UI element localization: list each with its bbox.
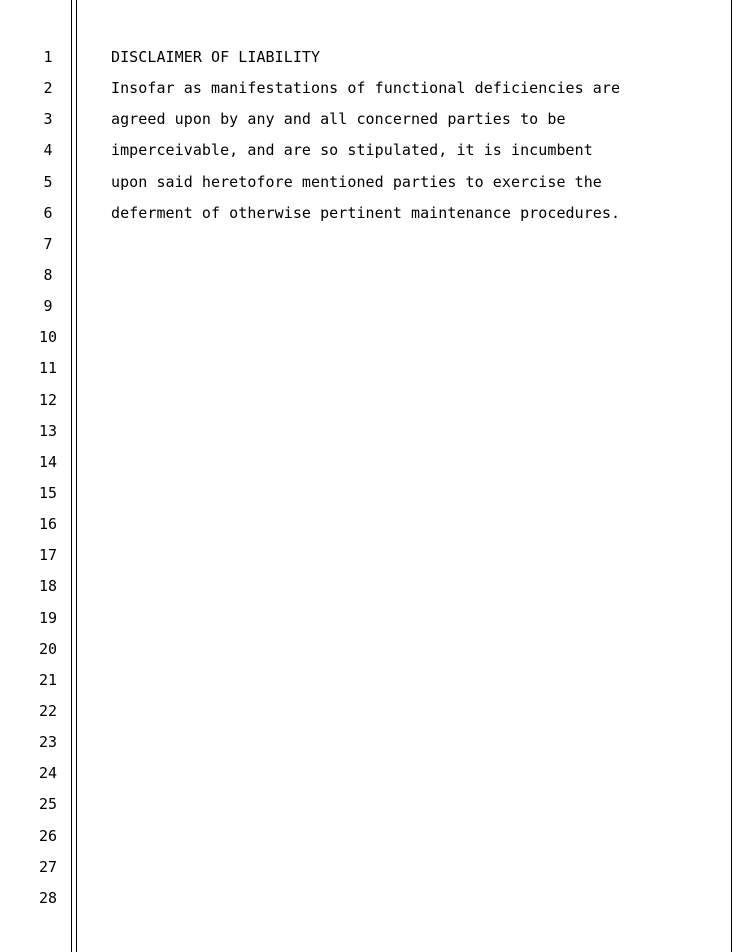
line-number: 19 <box>38 608 58 627</box>
body-line: deferment of otherwise pertinent maintenance procedures. <box>111 203 621 222</box>
line-number: 23 <box>38 733 58 752</box>
line-number-column <box>30 46 66 918</box>
document-body <box>111 46 723 233</box>
line-number: 13 <box>38 421 58 440</box>
line-number: 5 <box>43 172 53 191</box>
line-number: 26 <box>38 826 58 845</box>
line-number: 17 <box>38 546 58 565</box>
left-margin-rule-inner <box>76 0 77 952</box>
line-number: 2 <box>43 79 53 98</box>
document-title: DISCLAIMER OF LIABILITY <box>111 48 321 66</box>
line-number: 15 <box>38 483 58 502</box>
line-number: 3 <box>43 110 53 129</box>
body-line: agreed upon by any and all concerned parties to be <box>111 110 566 129</box>
line-number: 1 <box>43 48 53 66</box>
body-line: imperceivable, and are so stipulated, it is incumbent <box>111 141 593 160</box>
line-number: 25 <box>38 795 58 814</box>
line-number: 18 <box>38 577 58 596</box>
left-margin-rule-outer <box>71 0 72 952</box>
line-number: 27 <box>38 857 58 876</box>
line-number: 12 <box>38 390 58 409</box>
line-number: 8 <box>43 265 53 284</box>
line-number: 10 <box>38 328 58 347</box>
line-number: 21 <box>38 670 58 689</box>
line-number: 4 <box>43 141 53 160</box>
body-line: Insofar as manifestations of functional deficiencies are <box>111 79 621 98</box>
line-number: 22 <box>38 701 58 720</box>
line-number: 16 <box>38 515 58 534</box>
line-number: 6 <box>43 203 53 222</box>
line-number: 14 <box>38 452 58 471</box>
line-number: 20 <box>38 639 58 658</box>
line-number: 28 <box>38 888 58 907</box>
line-number: 24 <box>38 764 58 783</box>
line-number: 9 <box>43 297 53 316</box>
body-line: upon said heretofore mentioned parties to exercise the <box>111 172 602 191</box>
line-number: 7 <box>43 234 53 253</box>
line-number: 11 <box>38 359 58 378</box>
right-margin-rule <box>731 0 732 952</box>
